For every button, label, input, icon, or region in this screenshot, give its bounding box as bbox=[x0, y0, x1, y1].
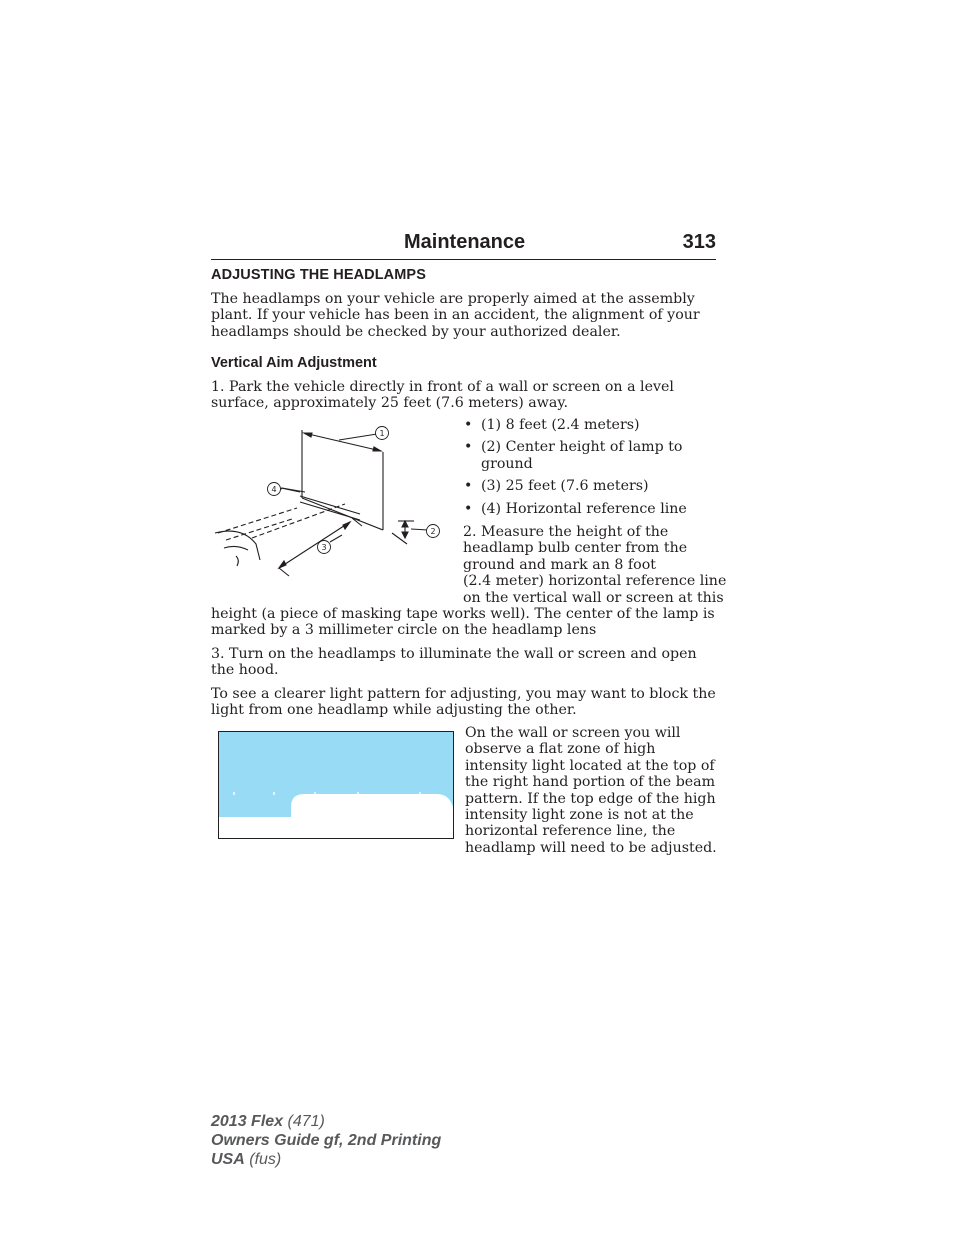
footer-market: USA bbox=[211, 1151, 245, 1168]
beam-pattern-diagram bbox=[218, 731, 455, 840]
footer-guide: Owners Guide gf, 2nd Printing bbox=[211, 1132, 442, 1149]
footer-model-code: (471) bbox=[287, 1113, 325, 1130]
step-2-line: (2.4 meter) horizontal reference line bbox=[463, 573, 727, 590]
step-2-line: ground and mark an 8 foot bbox=[463, 556, 656, 573]
section-title: Maintenance bbox=[404, 231, 526, 253]
list-item: • (3) 25 feet (7.6 meters) bbox=[463, 478, 718, 494]
tip-paragraph: To see a clearer light pattern for adjusting, you may want to block the light from one headlamp while adjusting the other. bbox=[211, 686, 716, 719]
callout-label-4: 4 bbox=[271, 485, 277, 494]
subheading: Vertical Aim Adjustment bbox=[211, 355, 377, 371]
callout-label-2: 2 bbox=[430, 527, 436, 536]
list-item: • (4) Horizontal reference line bbox=[463, 501, 718, 517]
beam-description: On the wall or screen you will observe a flat zone of high intensity light located at the top of the right hand portion of the beam pattern. If the top edge of the high intensity light zone is not at the horizontal reference line, the headlamp will need to be adjusted. bbox=[465, 725, 717, 856]
page-footer bbox=[211, 1112, 441, 1169]
step-2-line: 2. Measure the height of the bbox=[463, 524, 669, 540]
page-header bbox=[211, 229, 716, 260]
list-item: • (1) 8 feet (2.4 meters) bbox=[463, 417, 718, 433]
section-heading: ADJUSTING THE HEADLAMPS bbox=[211, 267, 426, 283]
callout-label-3: 3 bbox=[321, 543, 327, 552]
page-number: 313 bbox=[682, 231, 716, 253]
intro-paragraph: The headlamps on your vehicle are properly aimed at the assembly plant. If your vehicle has been in an accident, the alignment of your headlamps should be checked by your authorized dealer. bbox=[211, 291, 700, 340]
footer-model: 2013 Flex bbox=[211, 1113, 284, 1130]
headlamp-aim-diagram bbox=[212, 420, 452, 588]
step-2 bbox=[463, 524, 733, 606]
step-2-line: on the vertical wall or screen at this bbox=[463, 589, 724, 606]
callout-label-1: 1 bbox=[379, 429, 385, 438]
footer-market-code: (fus) bbox=[249, 1151, 282, 1168]
step-3: 3. Turn on the headlamps to illuminate the wall or screen and open the hood. bbox=[211, 646, 697, 679]
list-item: • (2) Center height of lamp to ground bbox=[463, 439, 718, 472]
step-2-line: headlamp bulb center from the bbox=[463, 540, 688, 557]
step-2-continued: height (a piece of masking tape works well). The center of the lamp is marked by a 3 millimeter circle on the headlamp lens bbox=[211, 606, 715, 639]
step-1: 1. Park the vehicle directly in front of a wall or screen on a level surface, approximately 25 feet (7.6 meters) away. bbox=[211, 379, 674, 412]
diagram-legend-list bbox=[463, 417, 718, 523]
